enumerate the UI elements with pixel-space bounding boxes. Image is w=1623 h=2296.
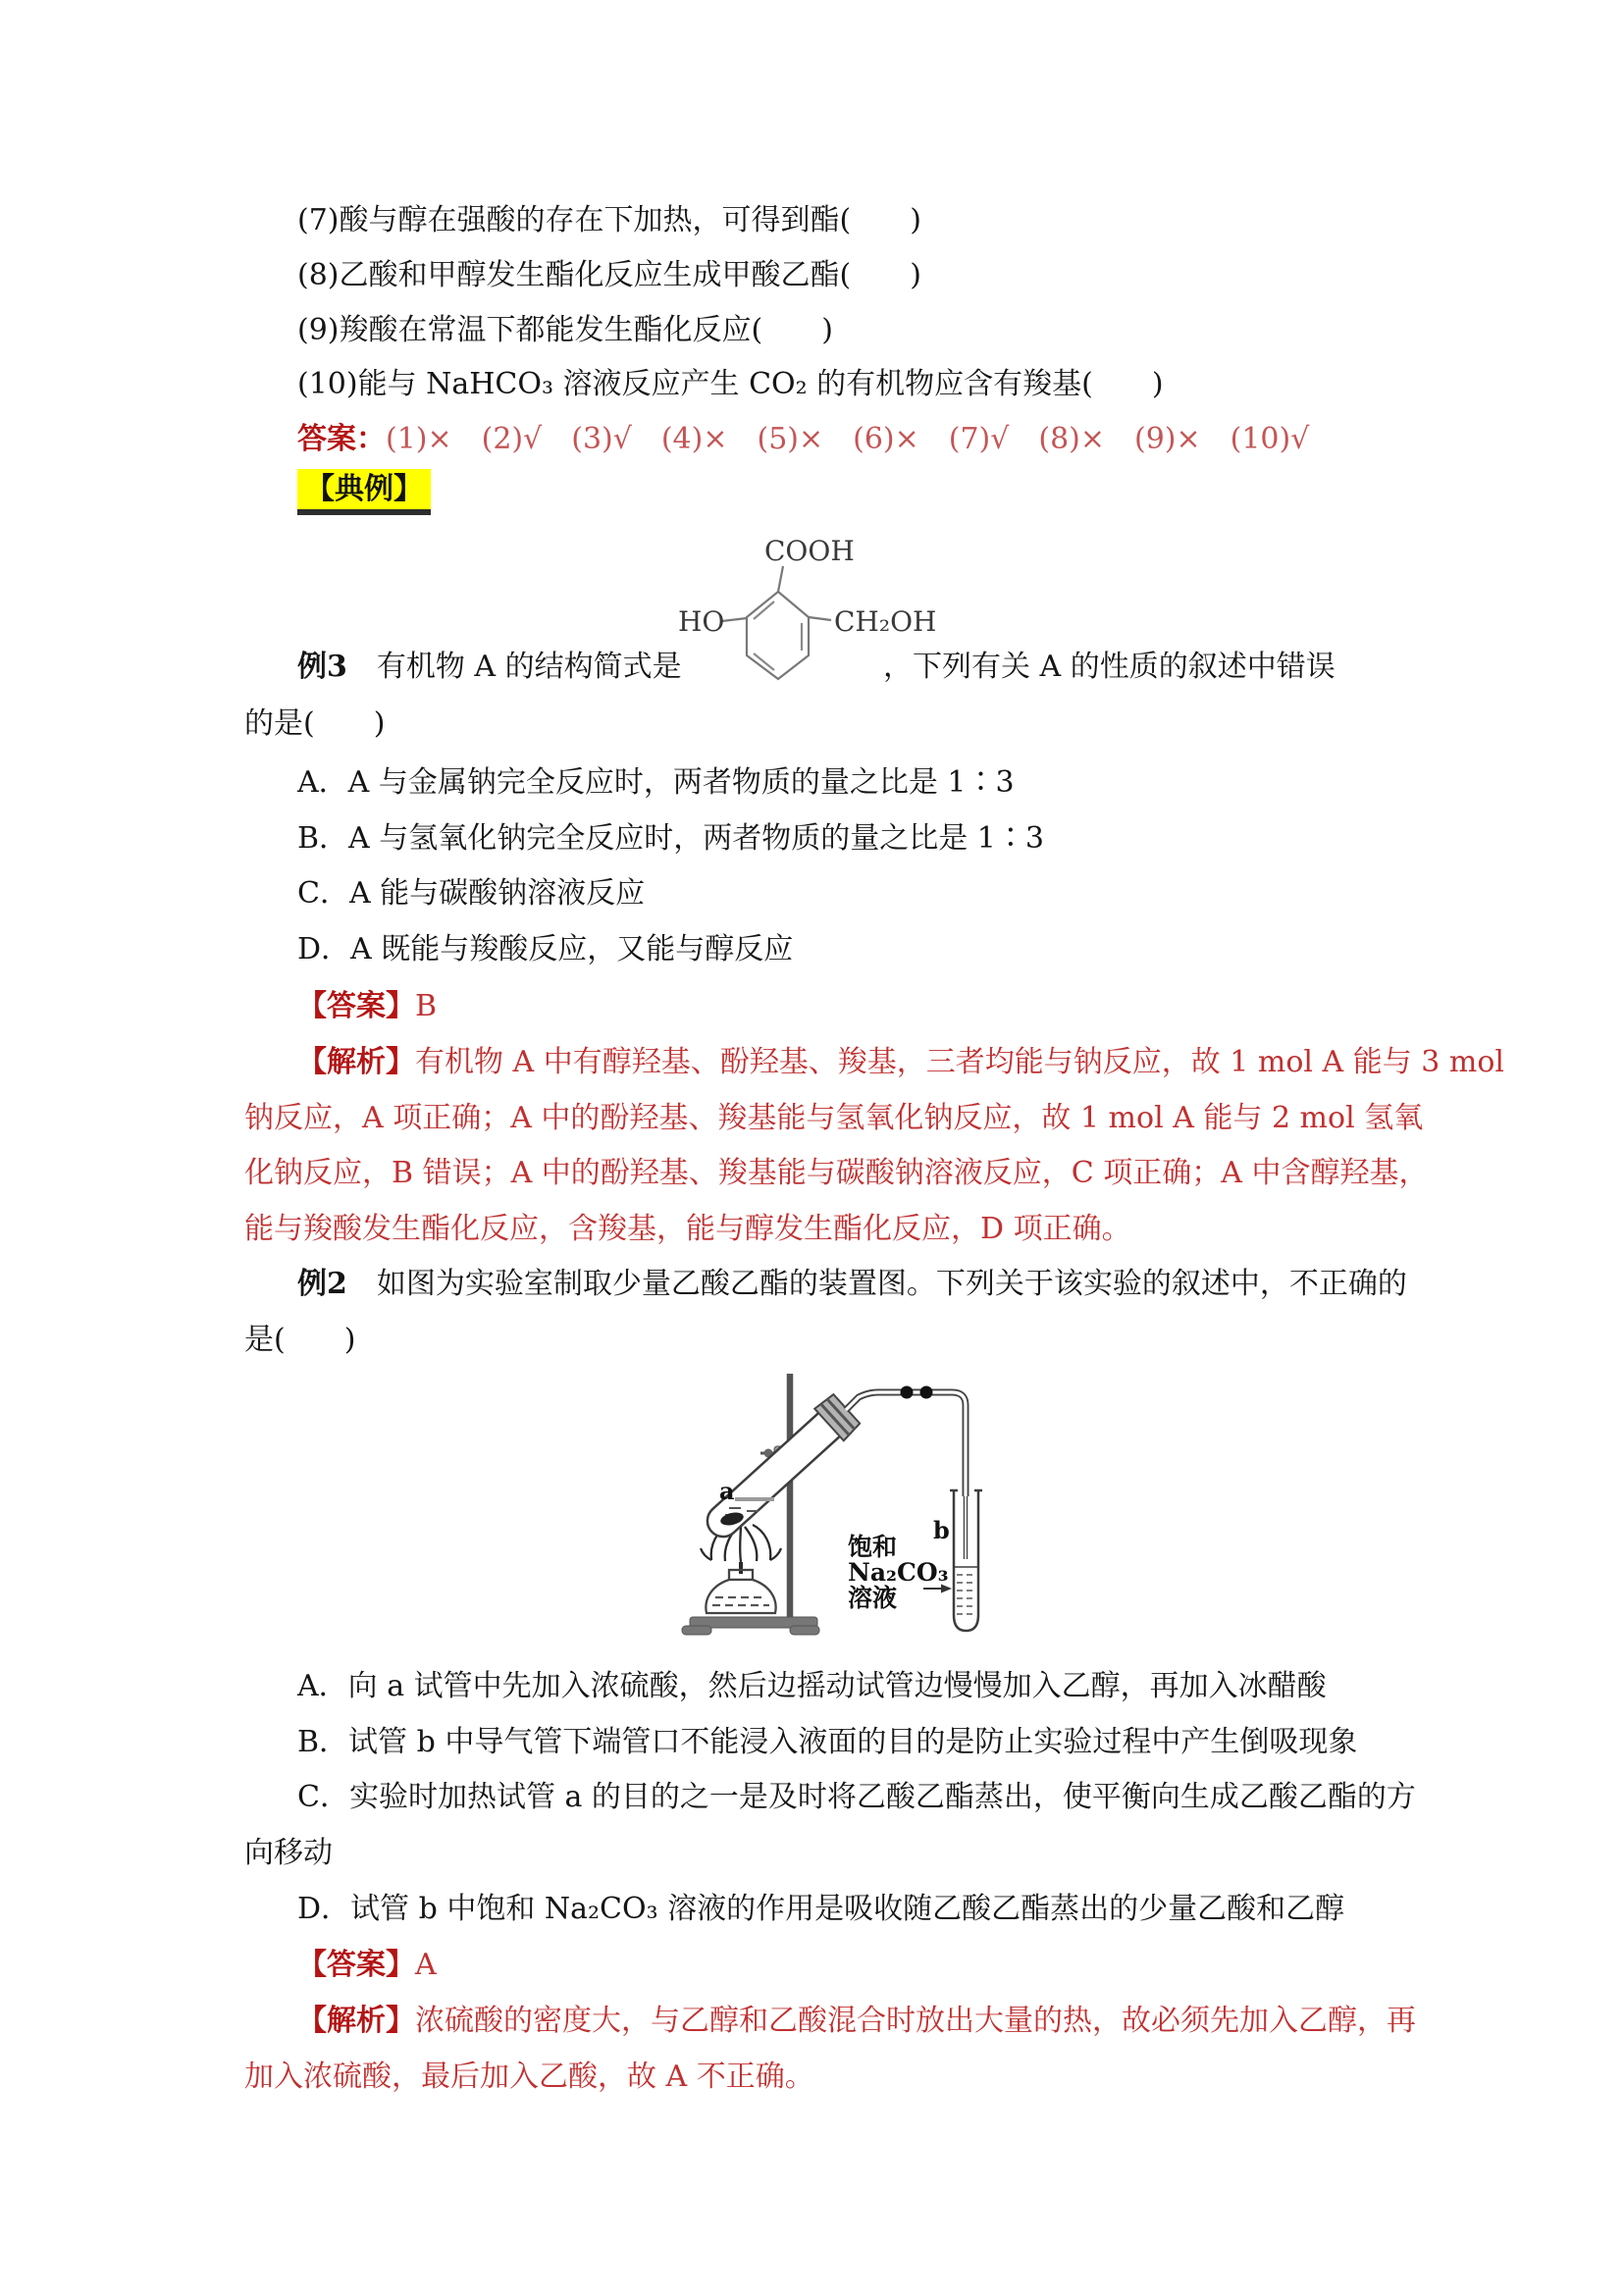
example2-option-b: B．试管 b 中导气管下端管口不能浸入液面的目的是防止实验过程中产生倒吸现象 bbox=[297, 1725, 1358, 1759]
example2-intro-cont: 是( ) bbox=[244, 1323, 356, 1357]
typical-example-badge: 【典例】 bbox=[297, 469, 431, 515]
tube-a-letter: a bbox=[719, 1477, 735, 1505]
example3-intro: 例3 有机物 A 的结构简式是 bbox=[297, 650, 682, 684]
example3-analysis-line-4: 能与羧酸发生酯化反应，含羧基，能与醇发生酯化反应，D 项正确。 bbox=[244, 1212, 1131, 1246]
example2-analysis-line-1: 【解析】浓硫酸的密度大，与乙醇和乙酸混合时放出大量的热，故必须先加入乙醇，再 bbox=[297, 2004, 1416, 2038]
tube-b-letter: b bbox=[933, 1516, 950, 1544]
example3-label: 例3 bbox=[297, 650, 347, 684]
example3-option-a: A．A 与金属钠完全反应时，两者物质的量之比是 1∶3 bbox=[297, 765, 1015, 800]
example3-intro-after: ，下列有关 A 的性质的叙述中错误 bbox=[883, 650, 1335, 684]
example2-label: 例2 bbox=[297, 1267, 347, 1301]
example3-option-b: B．A 与氢氧化钠完全反应时，两者物质的量之比是 1∶3 bbox=[297, 821, 1044, 856]
example3-option-c: C．A 能与碳酸钠溶液反应 bbox=[297, 876, 646, 911]
svg-text:Na₂CO₃: Na₂CO₃ bbox=[848, 1558, 949, 1587]
ho-label: HO bbox=[678, 605, 725, 638]
example2-answer-label: 【答案】 bbox=[297, 1948, 415, 1982]
example2-answer-value: A bbox=[415, 1948, 437, 1982]
benzene-ring bbox=[722, 566, 831, 679]
example2-option-d: D．试管 b 中饱和 Na₂CO₃ 溶液的作用是吸收随乙酸乙酯蒸出的少量乙酸和乙醇 bbox=[297, 1892, 1345, 1926]
example2-option-c: C．实验时加热试管 a 的目的之一是及时将乙酸乙酯蒸出，使平衡向生成乙酸乙酯的方 bbox=[297, 1780, 1416, 1814]
example2-option-a: A．向 a 试管中先加入浓硫酸，然后边摇动试管边慢慢加入乙醇，再加入冰醋酸 bbox=[297, 1669, 1327, 1703]
example2-analysis-line-2: 加入浓硫酸，最后加入乙酸，故 A 不正确。 bbox=[244, 2060, 814, 2094]
tube-connector bbox=[920, 1386, 933, 1399]
apparatus-diagram bbox=[680, 1366, 996, 1652]
example3-answer-label: 【答案】 bbox=[297, 989, 415, 1023]
question-line-8: (8)乙酸和甲醇发生酯化反应生成甲酸乙酯( ) bbox=[297, 258, 921, 292]
example2-option-c-cont: 向移动 bbox=[244, 1836, 333, 1870]
answer-key-items: (1)× (2)√ (3)√ (4)× (5)× (6)× (7)√ (8)× (9)× (10)√ bbox=[386, 422, 1310, 456]
example3-intro-cont: 的是( ) bbox=[244, 706, 386, 741]
bond-ho bbox=[722, 618, 747, 621]
bond-ch2oh bbox=[809, 617, 831, 620]
example3-analysis-line-3: 化钠反应，B 错误；A 中的酚羟基、羧基能与碳酸钠溶液反应，C 项正确；A 中含醇羟基， bbox=[244, 1156, 1429, 1190]
example3-answer-value: B bbox=[415, 989, 438, 1023]
svg-text:溶液: 溶液 bbox=[848, 1584, 898, 1612]
answer-key-line bbox=[297, 420, 1309, 459]
test-tube-a bbox=[707, 1413, 840, 1537]
example3-analysis-line-2: 钠反应，A 项正确；A 中的酚羟基、羧基能与氢氧化钠反应，故 1 mol A 能与 2 mol 氢氧 bbox=[244, 1101, 1424, 1135]
question-line-9: (9)羧酸在常温下都能发生酯化反应( ) bbox=[297, 313, 833, 347]
example3-analysis-line-1: 【解析】有机物 A 中有醇羟基、酚羟基、羧基，三者均能与钠反应，故 1 mol A 能与 3 mol bbox=[297, 1045, 1504, 1079]
example3-answer-line bbox=[297, 987, 437, 1026]
alcohol-lamp bbox=[701, 1525, 781, 1613]
cooh-label: COOH bbox=[764, 535, 855, 567]
example3-option-d: D．A 既能与羧酸反应，又能与醇反应 bbox=[297, 932, 794, 966]
example2-analysis-label: 【解析】 bbox=[297, 2004, 415, 2038]
solution-label bbox=[848, 1533, 949, 1612]
answer-key-label: 答案： bbox=[297, 422, 386, 456]
example3-analysis-label: 【解析】 bbox=[297, 1045, 415, 1079]
solution-in-tube-b bbox=[957, 1575, 975, 1614]
ch2oh-label: CH₂OH bbox=[834, 605, 937, 638]
svg-text:饱和: 饱和 bbox=[848, 1533, 898, 1561]
question-line-10: (10)能与 NaHCO₃ 溶液反应产生 CO₂ 的有机物应含有羧基( ) bbox=[297, 367, 1164, 401]
example2-intro: 例2 如图为实验室制取少量乙酸乙酯的装置图。下列关于该实验的叙述中，不正确的 bbox=[297, 1267, 1407, 1301]
example2-answer-line bbox=[297, 1946, 437, 1985]
question-line-7: (7)酸与醇在强酸的存在下加热，可得到酯( ) bbox=[297, 203, 921, 237]
bond-cooh bbox=[778, 566, 783, 592]
tube-connector bbox=[901, 1386, 914, 1399]
